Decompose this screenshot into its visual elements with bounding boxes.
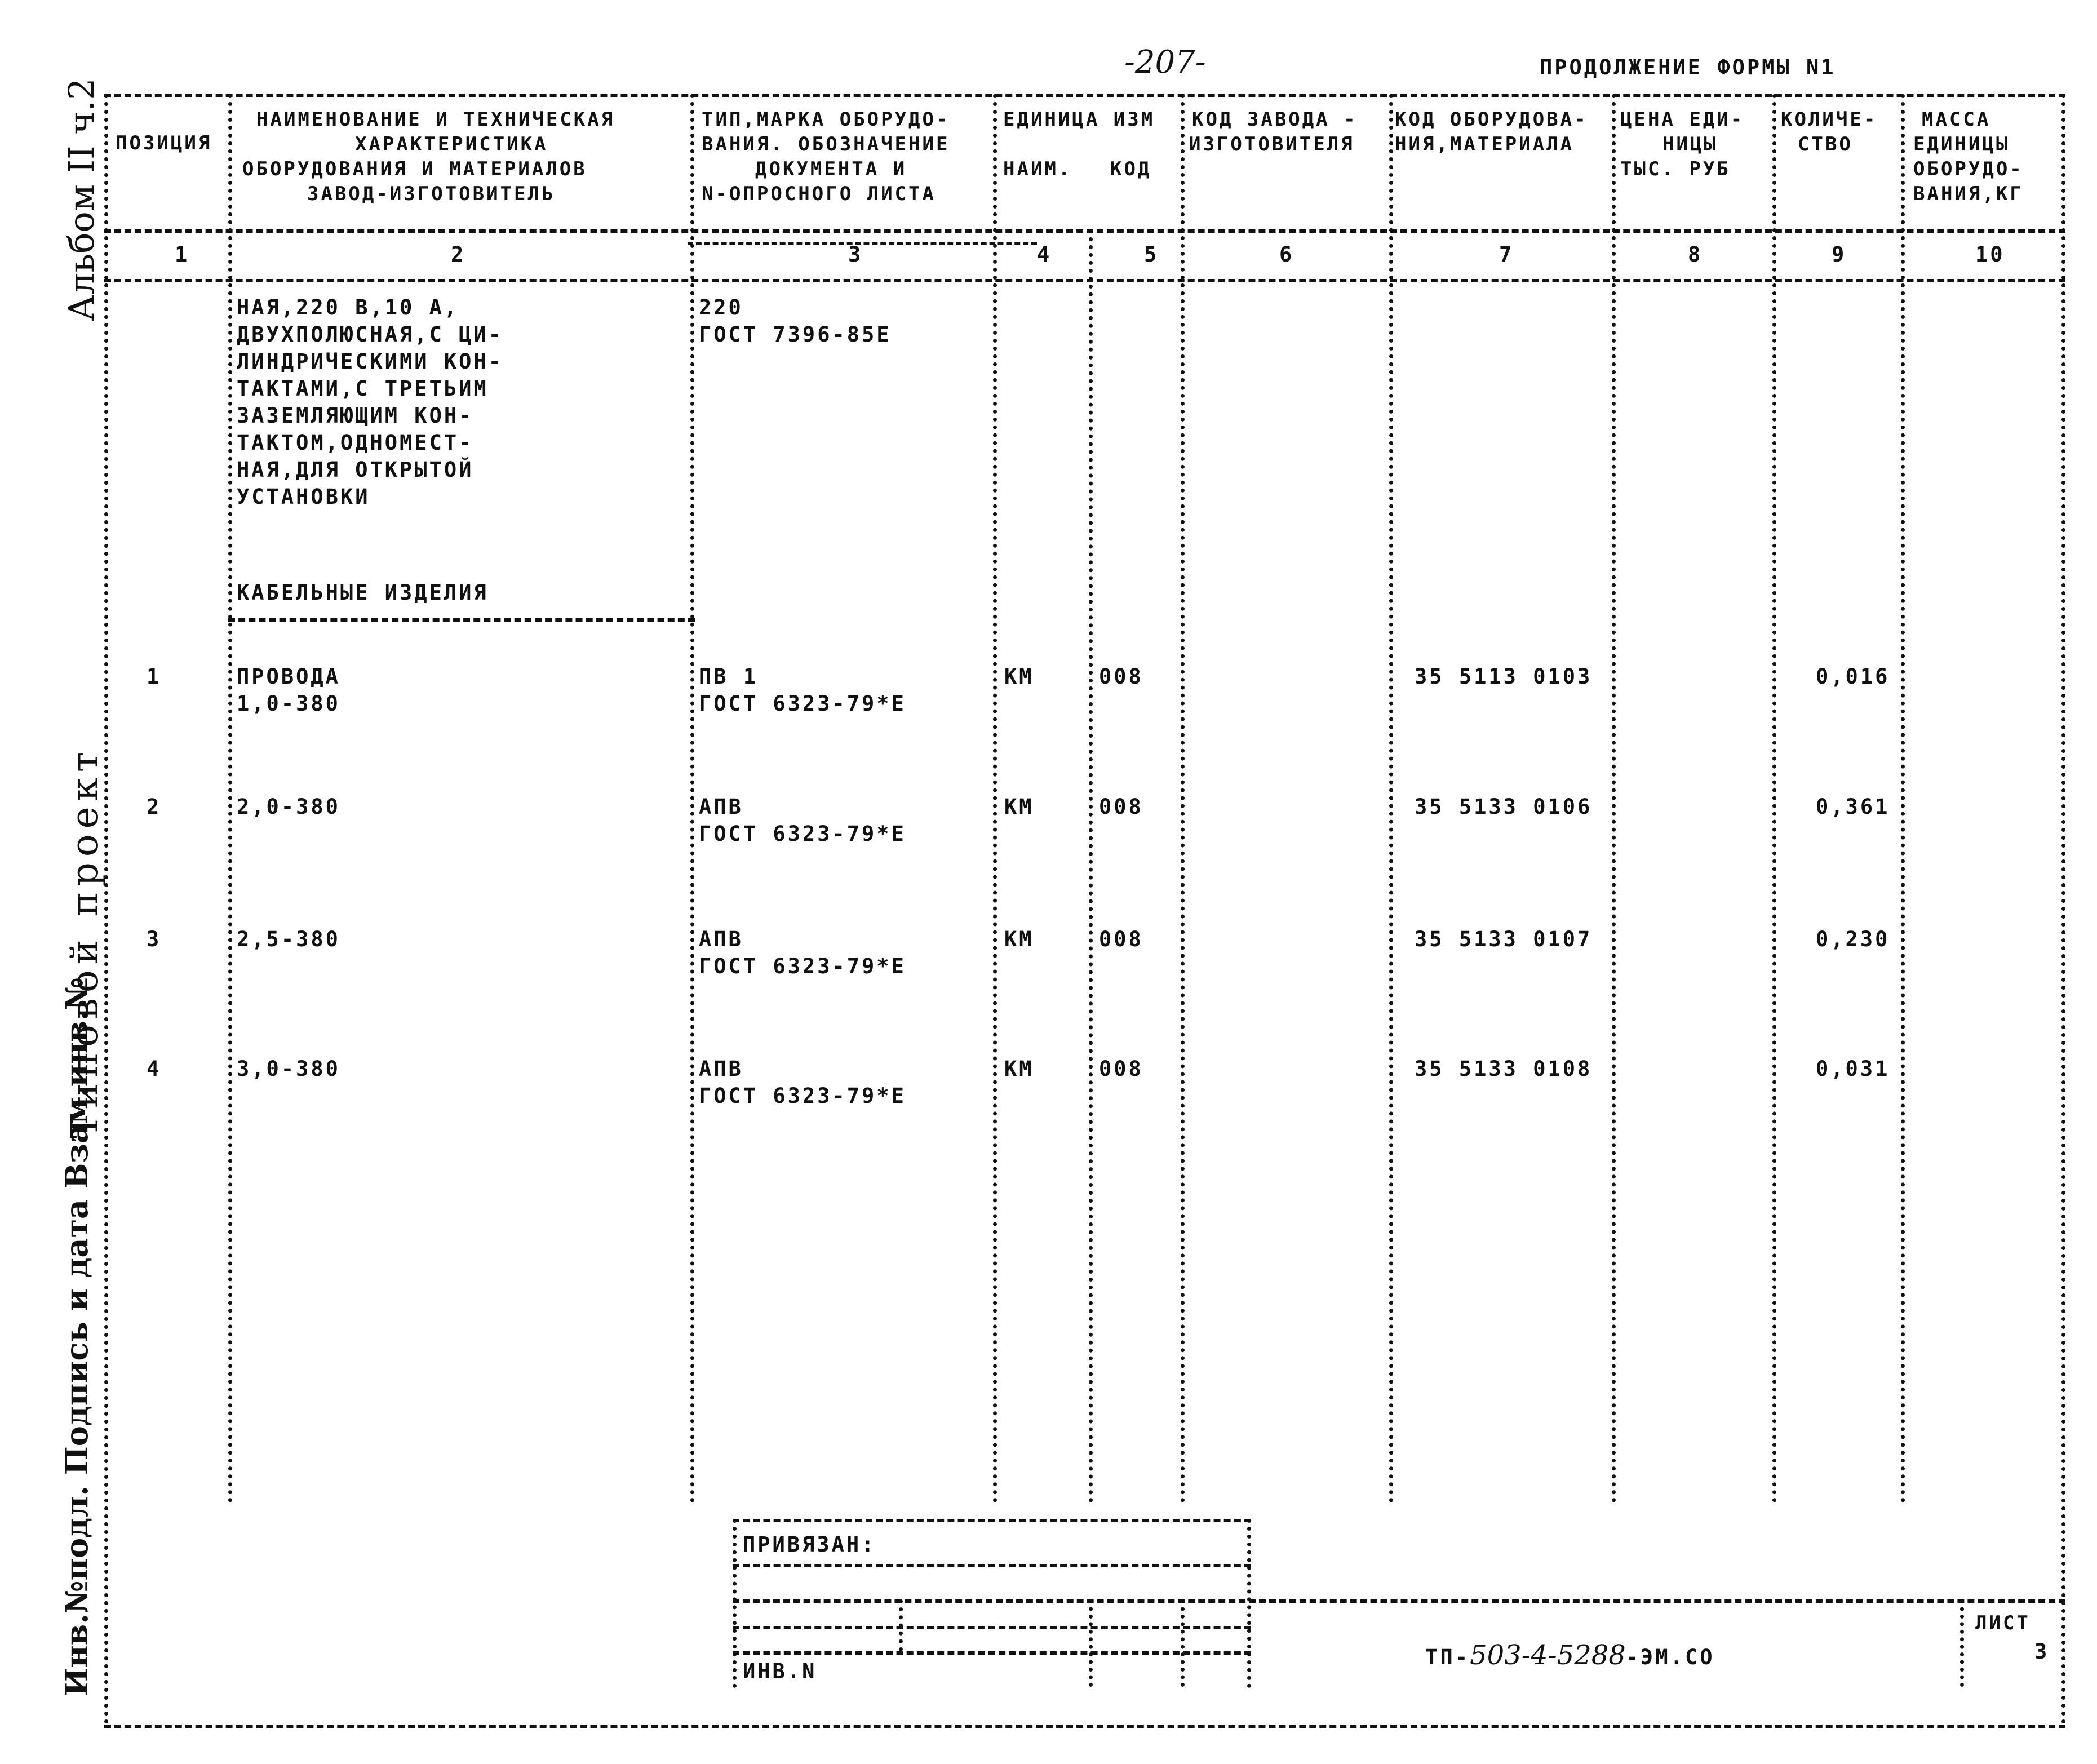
col-3-header-line-4: N-ОПРОСНОГО ЛИСТА xyxy=(702,183,936,205)
stamp-line-2 xyxy=(733,1564,1251,1567)
row-4-unit: КМ xyxy=(1004,1057,1034,1081)
col-number-6: 6 xyxy=(1279,242,1294,267)
col-4-header: НАИМ. xyxy=(1003,158,1072,180)
column-line-1 xyxy=(228,94,232,1503)
row-3-name-1: 2,5-380 xyxy=(237,927,340,951)
col-number-5: 5 xyxy=(1144,242,1159,267)
table-bottom-border xyxy=(104,1725,2065,1728)
continued-description-3: ЛИНДРИЧЕСКИМИ КОН- xyxy=(237,349,503,374)
row-1-type-2: ГОСТ 6323-79*Е xyxy=(699,692,906,716)
stamp-vline-1 xyxy=(733,1519,737,1688)
col-3-header-line-1: ТИП,МАРКА ОБОРУДО- xyxy=(702,108,950,131)
col-8-header-line-2: НИЦЫ xyxy=(1662,133,1718,156)
stamp-vline-4 xyxy=(1181,1599,1185,1687)
row-3-type-1: АПВ xyxy=(699,927,743,951)
table-top-border xyxy=(104,94,2065,97)
album-label: Альбом II ч.2 xyxy=(61,78,102,321)
row-1-name-1: ПРОВОДА xyxy=(237,664,340,689)
col-9-header-line-1: КОЛИЧЕ- xyxy=(1781,108,1878,131)
continued-description-7: НАЯ,ДЛЯ ОТКРЫТОЙ xyxy=(237,458,474,482)
row-1-equipment-code: 35 5113 0103 xyxy=(1415,664,1593,689)
inventory-number-label: ИНВ.N xyxy=(743,1659,817,1683)
row-2-quantity: 0,361 xyxy=(1816,795,1890,819)
column-line-2 xyxy=(690,94,694,1503)
col-2-header-line-4: ЗАВОД-ИЗГОТОВИТЕЛЬ xyxy=(307,183,556,205)
document-code-prefix: ТП- xyxy=(1425,1645,1470,1669)
row-2-unit: КМ xyxy=(1004,795,1034,819)
row-3-equipment-code: 35 5133 0107 xyxy=(1415,927,1593,951)
col-2-header-line-3: ОБОРУДОВАНИЯ И МАТЕРИАЛОВ xyxy=(242,158,587,180)
col-8-header-line-1: ЦЕНА ЕДИ- xyxy=(1620,108,1745,131)
column-line-9 xyxy=(1901,94,1905,1503)
col-number-8: 8 xyxy=(1688,242,1703,267)
stamp-line-4 xyxy=(733,1626,1251,1629)
col-number-1: 1 xyxy=(175,242,190,267)
col-4-5-header: ЕДИНИЦА ИЗМ xyxy=(1003,108,1155,131)
row-4-quantity: 0,031 xyxy=(1816,1057,1890,1081)
row-4-type-1: АПВ xyxy=(699,1057,743,1081)
column-line-left xyxy=(104,94,108,1725)
column-line-right xyxy=(2061,94,2065,1725)
stamp-line-3 xyxy=(733,1599,2065,1603)
stamp-top-line xyxy=(733,1519,1251,1522)
row-1-unit: КМ xyxy=(1004,664,1034,689)
row-4-type-2: ГОСТ 6323-79*Е xyxy=(699,1084,906,1108)
header-separator xyxy=(104,229,2065,233)
col-2-header-line-2: ХАРАКТЕРИСТИКА xyxy=(355,133,548,156)
continued-description-4: ТАКТАМИ,С ТРЕТЬИМ xyxy=(237,376,489,401)
row-2-code: 008 xyxy=(1099,795,1143,819)
row-1-code: 008 xyxy=(1099,664,1143,689)
row-2-name-1: 2,0-380 xyxy=(237,795,340,819)
continued-description-8: УСТАНОВКИ xyxy=(237,485,370,509)
col-number-7: 7 xyxy=(1499,242,1514,267)
stamp-labels: Инв.№подл. Подпись и дата Взам.инв.№ xyxy=(59,977,95,1696)
col-10-header-line-2: ЕДИНИЦЫ xyxy=(1913,133,2010,156)
row-2-equipment-code: 35 5133 0106 xyxy=(1415,795,1593,819)
stamp-vline-5 xyxy=(1247,1519,1251,1688)
col-9-header-line-2: СТВО xyxy=(1798,133,1853,156)
row-4-name-1: 3,0-380 xyxy=(237,1057,340,1081)
document-code xyxy=(1415,1629,1715,1671)
col-6-header-line-2: ИЗГОТОВИТЕЛЯ xyxy=(1189,133,1355,156)
row-4-equipment-code: 35 5133 0108 xyxy=(1415,1057,1593,1081)
sheet-label: ЛИСТ xyxy=(1975,1612,2031,1634)
col-6-header-line-1: КОД ЗАВОДА - xyxy=(1192,108,1358,131)
col-number-9: 9 xyxy=(1832,242,1847,267)
row-3-type-2: ГОСТ 6323-79*Е xyxy=(699,954,906,978)
sheet-number: 3 xyxy=(2034,1639,2050,1664)
row-2-type-2: ГОСТ 6323-79*Е xyxy=(699,822,906,846)
column-line-6 xyxy=(1389,94,1393,1503)
column-line-8 xyxy=(1772,94,1776,1503)
col-7-header-line-1: КОД ОБОРУДОВА- xyxy=(1395,108,1588,131)
column-line-4 xyxy=(1089,229,1093,1503)
col-10-header-line-3: ОБОРУДО- xyxy=(1913,158,2024,180)
row-1-name-2: 1,0-380 xyxy=(237,692,340,716)
row-4-position: 4 xyxy=(147,1057,162,1081)
col-8-header-line-3: ТЫС. РУБ xyxy=(1620,158,1731,180)
stamp-vline-3 xyxy=(1089,1599,1093,1687)
bound-label: ПРИВЯЗАН: xyxy=(743,1532,876,1557)
continued-type-1: 220 xyxy=(699,295,743,320)
col-number-2: 2 xyxy=(451,242,466,267)
column-line-5 xyxy=(1181,94,1185,1503)
col-3-header-line-3: ДОКУМЕНТА И xyxy=(755,158,907,180)
col-number-3: 3 xyxy=(848,242,863,267)
section-title: КАБЕЛЬНЫЕ ИЗДЕЛИЯ xyxy=(237,580,489,605)
row-2-position: 2 xyxy=(147,795,162,819)
continued-type-2: ГОСТ 7396-85Е xyxy=(699,322,892,347)
col-1-header: ПОЗИЦИЯ xyxy=(116,132,212,154)
col-5-header: КОД xyxy=(1110,158,1152,180)
row-2-type-1: АПВ xyxy=(699,795,743,819)
row-1-position: 1 xyxy=(147,664,162,689)
continued-description-1: НАЯ,220 В,10 А, xyxy=(237,295,459,320)
row-3-unit: КМ xyxy=(1004,927,1034,951)
project-label: Типовой проект xyxy=(63,746,107,1138)
col-3-header-line-2: ВАНИЯ. ОБОЗНАЧЕНИЕ xyxy=(702,133,950,156)
row-3-code: 008 xyxy=(1099,927,1143,951)
page-number: -207- xyxy=(1124,44,1206,81)
row-4-code: 008 xyxy=(1099,1057,1143,1081)
col-7-header-line-2: НИЯ,МАТЕРИАЛА xyxy=(1395,133,1575,156)
stamp-vline-2 xyxy=(899,1599,903,1651)
sheet-box-line xyxy=(1960,1599,1964,1687)
row-3-quantity: 0,230 xyxy=(1816,927,1890,951)
col-2-header-line-1: НАИМЕНОВАНИЕ И ТЕХНИЧЕСКАЯ xyxy=(256,108,615,131)
row-1-quantity: 0,016 xyxy=(1816,664,1890,689)
column-line-7 xyxy=(1612,94,1616,1503)
column-line-3 xyxy=(993,94,997,1503)
row-3-position: 3 xyxy=(147,927,162,951)
continued-description-5: ЗАЗЕМЛЯЮЩИМ КОН- xyxy=(237,404,474,428)
document-code-suffix: -ЭМ.СО xyxy=(1625,1645,1715,1669)
stamp-line-5 xyxy=(733,1651,1251,1655)
col-number-4: 4 xyxy=(1037,242,1052,267)
row-1-type-1: ПВ 1 xyxy=(699,664,759,689)
form-continuation: ПРОДОЛЖЕНИЕ ФОРМЫ N1 xyxy=(1540,55,1836,79)
continued-description-6: ТАКТОМ,ОДНОМЕСТ- xyxy=(237,431,474,455)
numbers-separator xyxy=(104,279,2065,282)
document-code-handwritten: 503-4-5288 xyxy=(1470,1639,1626,1671)
col-number-10: 10 xyxy=(1975,242,2005,267)
col-10-header-line-1: МАССА xyxy=(1922,108,1991,131)
col-10-header-line-4: ВАНИЯ,КГ xyxy=(1913,183,2024,205)
continued-description-2: ДВУХПОЛЮСНАЯ,С ЦИ- xyxy=(237,322,503,347)
section-underline xyxy=(228,618,695,622)
